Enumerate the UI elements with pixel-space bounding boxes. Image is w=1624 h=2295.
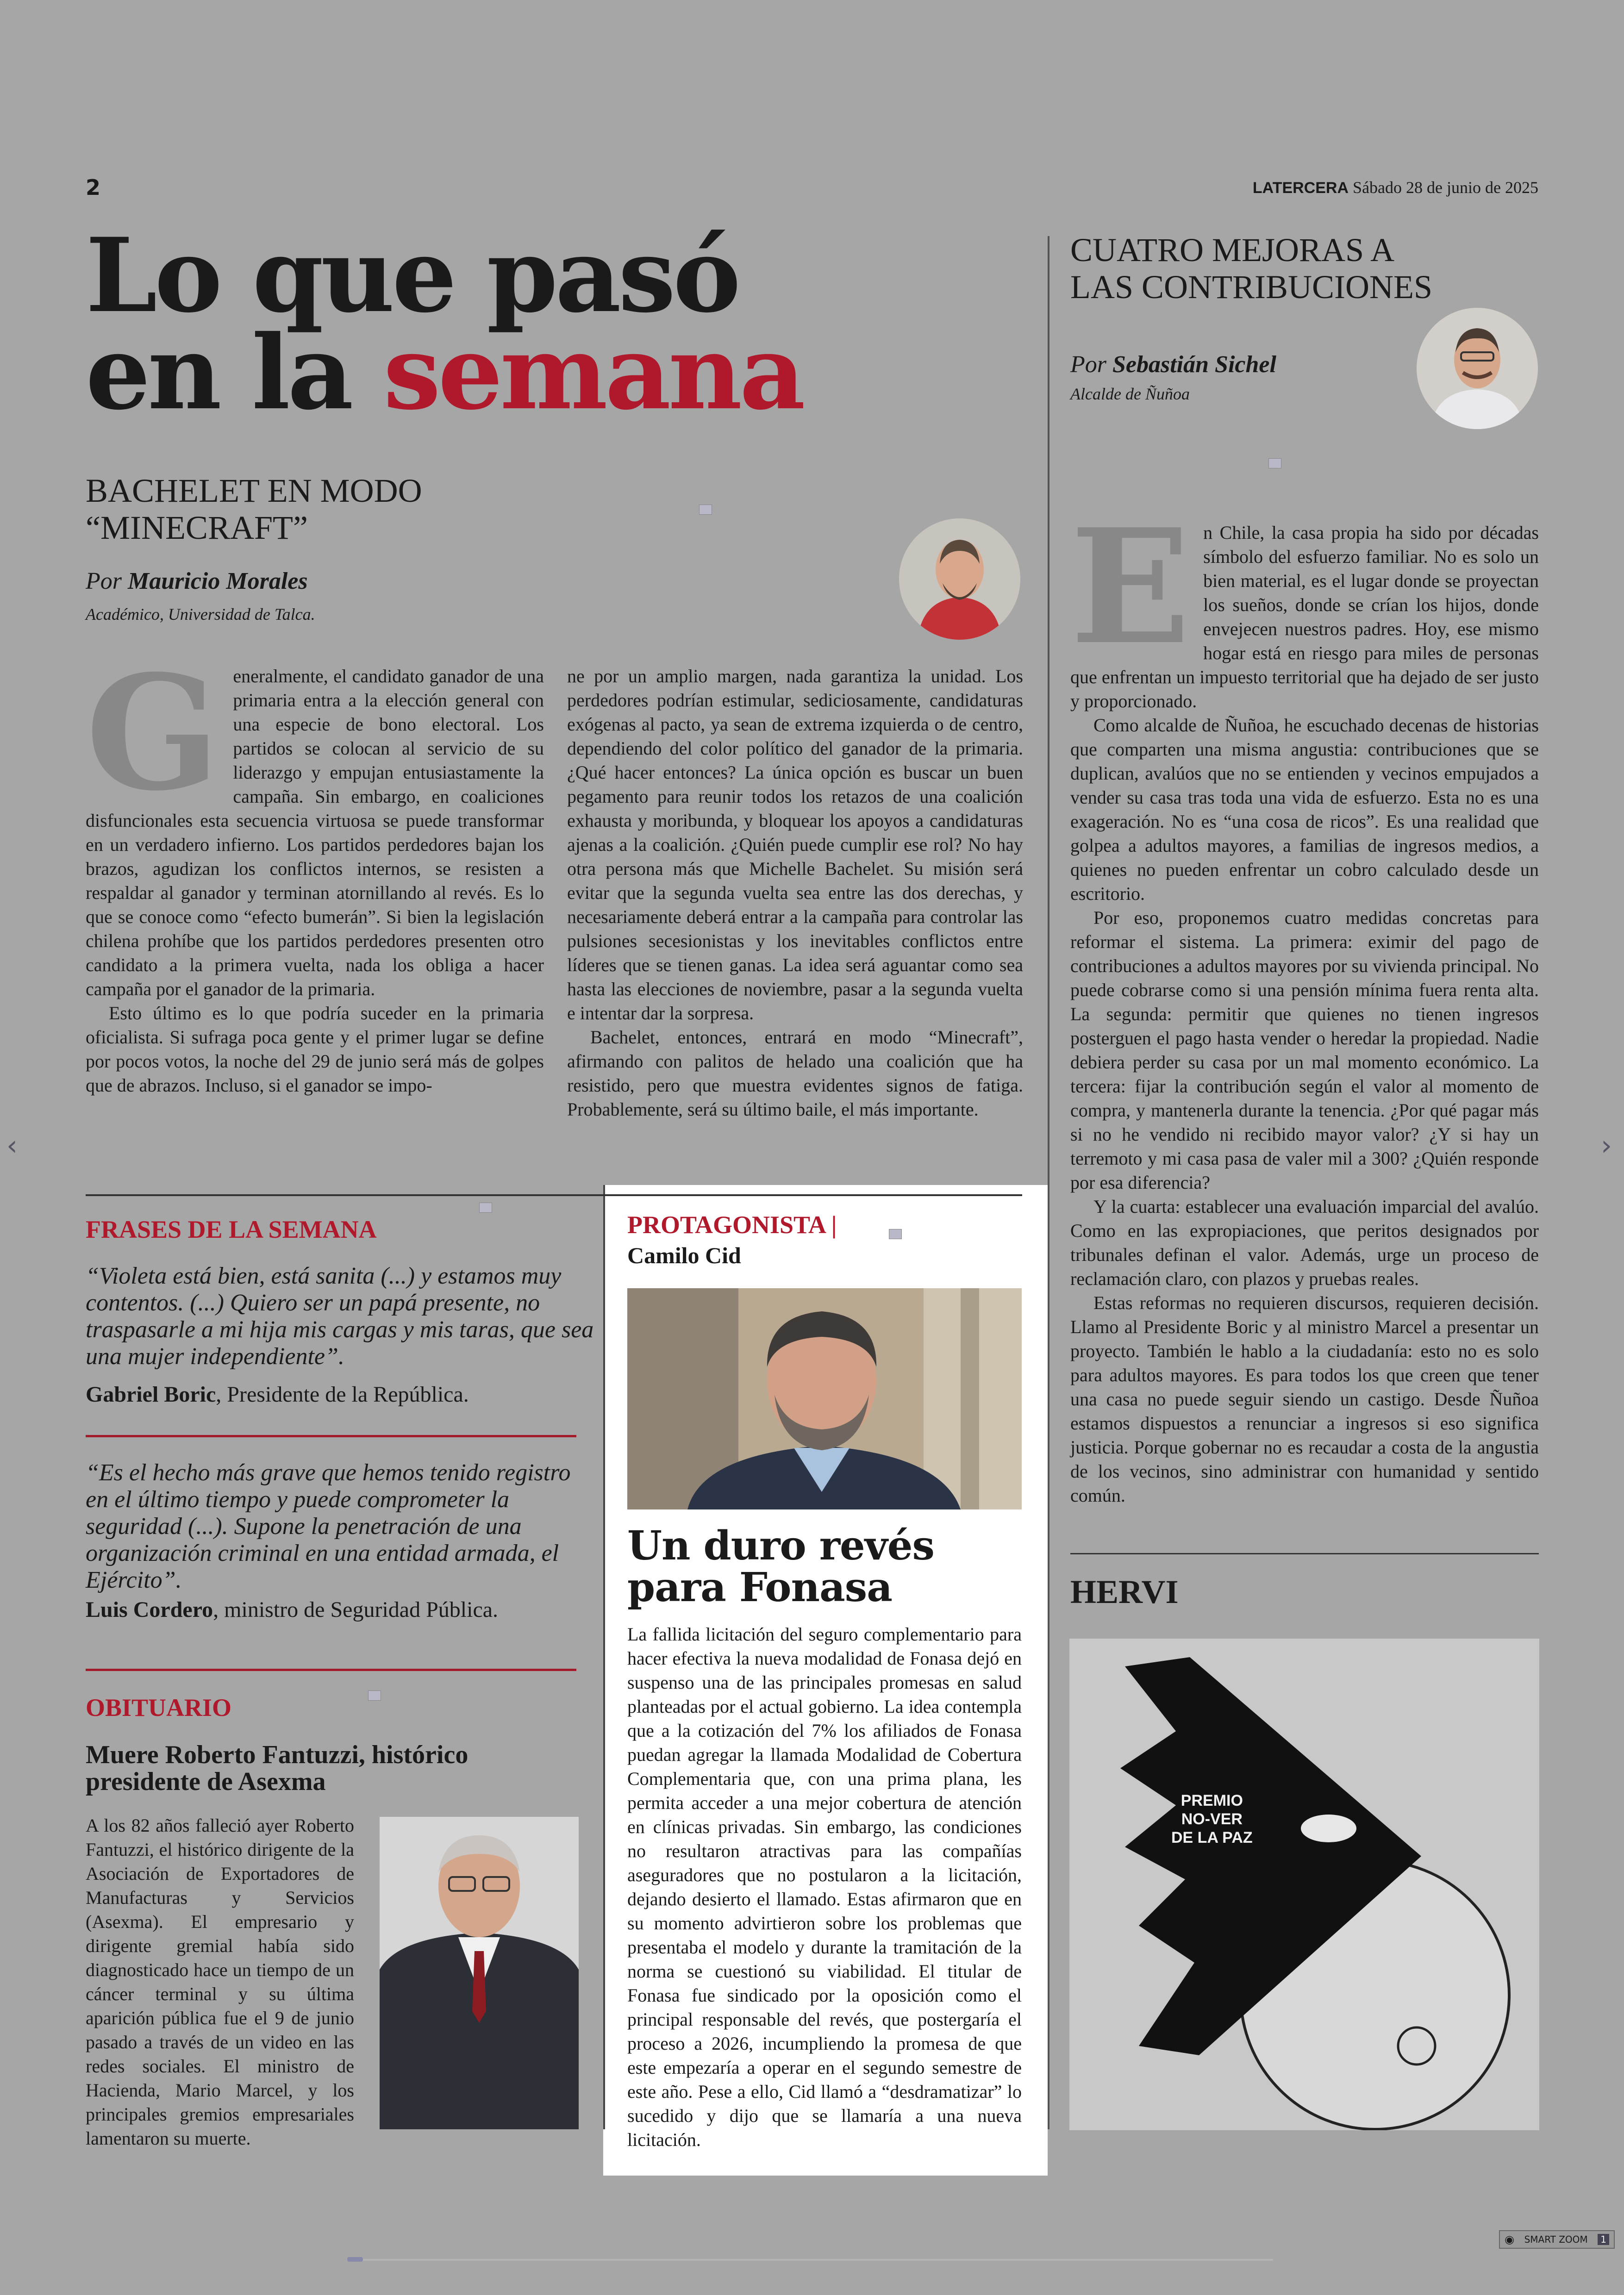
protagonista-headline-line2: para Fonasa [627,1564,892,1611]
eye-icon: ◉ [1505,2233,1514,2246]
protagonista-paragraph: La fallida licitación del seguro complementario para hacer efectiva la nueva modalidad de Fonasa dejó en suspenso una de las principales promesas en salud planteadas por el actual gobierno. La idea contempla que a la cotización del 7% los afiliados de Fonasa puedan agregar la llamada Modalidad de Cobertura Complementaria que, con una prima plana, les permita acceder a una mejor cobertura de atención en clínicas privadas. Sin embargo, las condiciones no resultaron atractivas para las compañías aseguradores que no postularon a la licitación, dejando desierto el llamado. Estas afirmaron que en su momento advirtieron sobre los problemas que presentaba el modelo y durante la tramitación de la norma se cuestionó su viabilidad. El titular de Fonasa fue sindicado por la oposición como el principal responsable del revés, que postergaría el proceso a 2026, incumpliendo la promesa de que este empezaría a operar en el segundo semestre de este año. Pese a ello, Cid llamó a “desdramatizar” lo sucedido y dijo que se llamaría a una nueva licitación. [627,1624,1022,2150]
bachelet-author-role: Académico, Universidad de Talca. [86,605,315,624]
protagonista-headline-line1: Un duro revés [627,1522,934,1569]
quote-boric-attribution [86,1382,469,1407]
page-title-line2-pre: en la [86,312,384,432]
quote-cordero-role: , ministro de Seguridad Pública. [213,1597,499,1622]
masthead [1253,178,1538,197]
photo-fantuzzi [380,1817,579,2129]
author-avatar-sichel [1417,308,1538,429]
quote-boric-role: , Presidente de la República. [216,1382,469,1407]
bachelet-author: Mauricio Morales [128,568,308,594]
protagonista-label: PROTAGONISTA | [627,1211,837,1239]
page-number: 2 [86,175,101,200]
masthead-date: Sábado 28 de junio de 2025 [1353,178,1538,197]
quote-boric: “Violeta está bien, está sanita (...) y estamos muy contentos. (...) Quiero ser un papá presente, no traspasarle a mi hija mis cargas y mis taras, que sea una mujer independiente”. [86,1263,594,1370]
author-avatar-morales [899,518,1020,640]
bachelet-heading-line2: “MINECRAFT” [86,509,308,546]
protagonista-top-rule [603,1194,1022,1196]
previous-page-button[interactable]: ‹ [6,1129,18,1162]
bachelet-column-2 [567,664,1023,1122]
portrait-icon [899,518,1020,640]
contribuciones-author: Sebastián Sichel [1112,351,1276,378]
contribuciones-heading-line1: CUATRO MEJORAS A [1070,231,1395,268]
quote-cordero-attribution [86,1597,498,1622]
protagonista-name: Camilo Cid [627,1242,741,1268]
obituario-heading: OBITUARIO [86,1694,232,1721]
hervi-heading: HERVI [1070,1573,1179,1610]
hervi-rule [1070,1553,1539,1554]
contribuciones-paragraph-1: n Chile, la casa propia ha sido por décadas símbolo del esfuerzo familiar. No es solo un bien material, es el lugar donde se proyectan los sueños, donde se crían los hijos, donde envejecen nuestros padres. Hoy, ese mismo hogar está en riesgo para miles de personas que enfrentan un impuesto territorial que ha dejado de ser justo y proporcionado. [1070,522,1539,711]
contribuciones-heading-line2: LAS CONTRIBUCIONES [1070,268,1433,306]
byline-prefix: Por [1070,351,1112,378]
red-divider [86,1669,576,1671]
smart-zoom-label: SMART ZOOM [1524,2234,1588,2245]
protagonista-body [627,1622,1022,2152]
cartoon-label-line1: PREMIO [1181,1792,1243,1809]
next-page-button[interactable]: › [1601,1129,1612,1162]
portrait-icon [627,1288,1022,1509]
bachelet-byline [86,568,308,595]
contribuciones-dropcap: E [1070,495,1191,680]
cartoon-bomber-icon [1069,1639,1539,2130]
bachelet-paragraph-4: Bachelet, entonces, entrará en modo “Minecraft”, afirmando con palitos de helado una coalición que ha resistido, pero que muestra evidentes signos de fatiga. Probablemente, será su último baile, el más importante. [567,1027,1023,1120]
page-title-highlight: semana [383,312,803,432]
bachelet-column-1 [86,641,544,1098]
obituario-body [86,1814,354,2151]
bachelet-heading [86,472,422,546]
protagonista-headline [627,1522,934,1611]
contribuciones-byline [1070,351,1276,378]
obituario-title-line2: presidente de Asexma [86,1767,326,1796]
portrait-icon [380,1817,579,2129]
pin-icon[interactable] [1268,458,1281,468]
page-title [86,215,803,432]
quote-cordero: “Es el hecho más grave que hemos tenido registro en el último tiempo y puede comprometer la seguridad (...). Supone la penetración de una organización criminal en una entidad armada, el Ejército”. [86,1459,571,1593]
red-divider [86,1435,576,1437]
byline-prefix: Por [86,568,128,594]
bachelet-heading-line1: BACHELET EN MODO [86,472,422,509]
cartoon-label-line2: NO-VER [1181,1810,1243,1828]
obituario-title-line1: Muere Roberto Fantuzzi, histórico [86,1740,468,1769]
pin-icon[interactable] [889,1229,902,1239]
column-divider [1048,236,1049,2129]
scrollbar-thumb[interactable] [347,2257,363,2262]
obituario-title [86,1741,468,1795]
contribuciones-paragraph-5: Estas reformas no requieren discursos, requieren decisión. Llamo al Presidente Boric y al ministro Marcel a presentar un proyecto. También le hablo a la ciudadanía: esto no es solo para adultos mayores. Es para todos los que creen que tener una casa no puede seguir siendo un castigo. Desde Ñuñoa estamos dispuestos a renunciar a ingresos si eso significa justicia. Porque gobernar no es recaudar a costa de la angustia de los vecinos, sino administrar con humanidad y sentido común. [1070,1292,1539,1506]
pin-icon[interactable] [479,1203,492,1213]
masthead-paper: LATERCERA [1252,179,1349,197]
smart-zoom-badge: 1 [1598,2234,1609,2245]
protagonista-left-rule [603,1185,605,2129]
horizontal-scrollbar[interactable] [347,2259,1273,2261]
obituario-paragraph: A los 82 años falleció ayer Roberto Fantuzzi, el histórico dirigente de la Asociación de Exportadores de Manufacturas y Servicios (Asexma). El empresario y dirigente gremial había sido diagnosticado hace un tiempo de un cáncer terminal y su última aparición pública fue el 9 de junio pasado a través de un video en las redes sociales. El ministro de Hacienda, Mario Marcel, y los principales gremios empresariales lamentaron su muerte. [86,1815,354,2149]
cartoon-label [1171,1791,1253,1847]
contribuciones-paragraph-4: Y la cuarta: establecer una evaluación imparcial del avalúo. Como en las expropiaciones, que peritos designados por tribunales definan el valor. Además, urge un proceso de reclamación claro, con plazos y pruebas reales. [1070,1196,1539,1289]
page-title-line2 [86,312,803,432]
smart-zoom-button[interactable] [1499,2230,1615,2249]
frases-heading: FRASES DE LA SEMANA [86,1216,377,1243]
bachelet-paragraph-1: eneralmente, el candidato ganador de una primaria entra a la elección general con una especie de bono electoral. Los partidos se colocan al servicio de su liderazgo y empujan entusiastamente la campaña. Sin embargo, en coaliciones disfuncionales esta secuencia virtuosa se puede transformar en un verdadero infierno. Los partidos perdedores bajan los brazos, agudizan los conflictos internos, se resisten a respaldar al ganador y terminan atornillando al revés. Es lo que se conoce como “efecto bumerán”. Si bien la legislación chilena prohíbe que los partidos perdedores presenten otro candidato a la primera vuelta, nada los obliga a hacer campaña por el ganador de la primaria. [86,666,544,999]
hervi-cartoon [1069,1639,1539,2130]
pin-icon[interactable] [368,1690,381,1701]
contribuciones-author-role: Alcalde de Ñuñoa [1070,385,1190,403]
contribuciones-heading [1070,231,1432,306]
bachelet-paragraph-3: ne por un amplio margen, nada garantiza la unidad. Los perdedores podrían estimular, sediciosamente, candidaturas exógenas al pacto, ya sean de extrema izquierda o de centro, dependiendo del color político del ganador de la primaria. ¿Qué hacer entonces? La única opción es buscar un buen pegamento para reunir todos los retazos de una coalición exhausta y moribunda, y bloquear los apoyos a candidaturas ajenas a la coalición. ¿Quién puede cumplir ese rol? No hay otra persona más que Michelle Bachelet. Su misión será evitar que la segunda vuelta sea entre las dos derechas, y necesariamente deberá entrar a la campaña para controlar las pulsiones secesionistas y los inevitables conflictos entre líderes que se tienen ganas. La idea será aguantar como sea hasta las elecciones de noviembre, pasar a la segunda vuelta e intentar dar la sorpresa. [567,666,1023,1023]
bachelet-dropcap: G [86,641,220,826]
contribuciones-paragraph-3: Por eso, proponemos cuatro medidas concretas para reformar el sistema. La primera: eximir del pago de contribuciones a adultos mayores por su vivienda principal. No puede cobrarse como si una pensión mínima fuera renta alta. La segunda: permitir que quienes no tienen ingresos posterguen el pago hasta vender o heredar la propiedad. Nadie debiera perder su casa por un mal momento económico. La tercera: fijar la contribución según el valor al momento de compra, y mantenerla durante la tenencia. ¿Por qué pagar más si no he vendido ni recibido mayor valor? ¿Y si hay un terremoto y mi casa pasa de valer mil a 300? ¿Quién responde por esa diferencia? [1070,907,1539,1193]
contribuciones-body [1070,495,1539,1508]
photo-camilo-cid [627,1288,1022,1509]
contribuciones-paragraph-2: Como alcalde de Ñuñoa, he escuchado decenas de historias que comparten una misma angustia: contribuciones que se duplican, avalúos que no se entienden y vecinos empujados a vender su casa tras toda una vida de esfuerzo. Esta no es una exageración. No es “una cosa de ricos”. Es una realidad que golpea a adultos mayores, a familias de ingresos medios, a quienes no pueden enfrentar un cobro calculado desde un escritorio. [1070,715,1539,904]
portrait-icon [1417,308,1538,429]
cartoon-label-line3: DE LA PAZ [1171,1829,1253,1846]
pin-icon[interactable] [699,505,712,515]
quote-boric-name: Gabriel Boric [86,1382,216,1407]
quote-cordero-name: Luis Cordero [86,1597,213,1622]
bachelet-paragraph-2: Esto último es lo que podría suceder en la primaria oficialista. Si sufraga poca gente y el primer lugar se define por pocos votos, la noche del 29 de junio será más de golpes que de abrazos. Incluso, si el ganador se impo- [86,1003,544,1096]
page-title-line1: Lo que pasó [86,215,738,335]
